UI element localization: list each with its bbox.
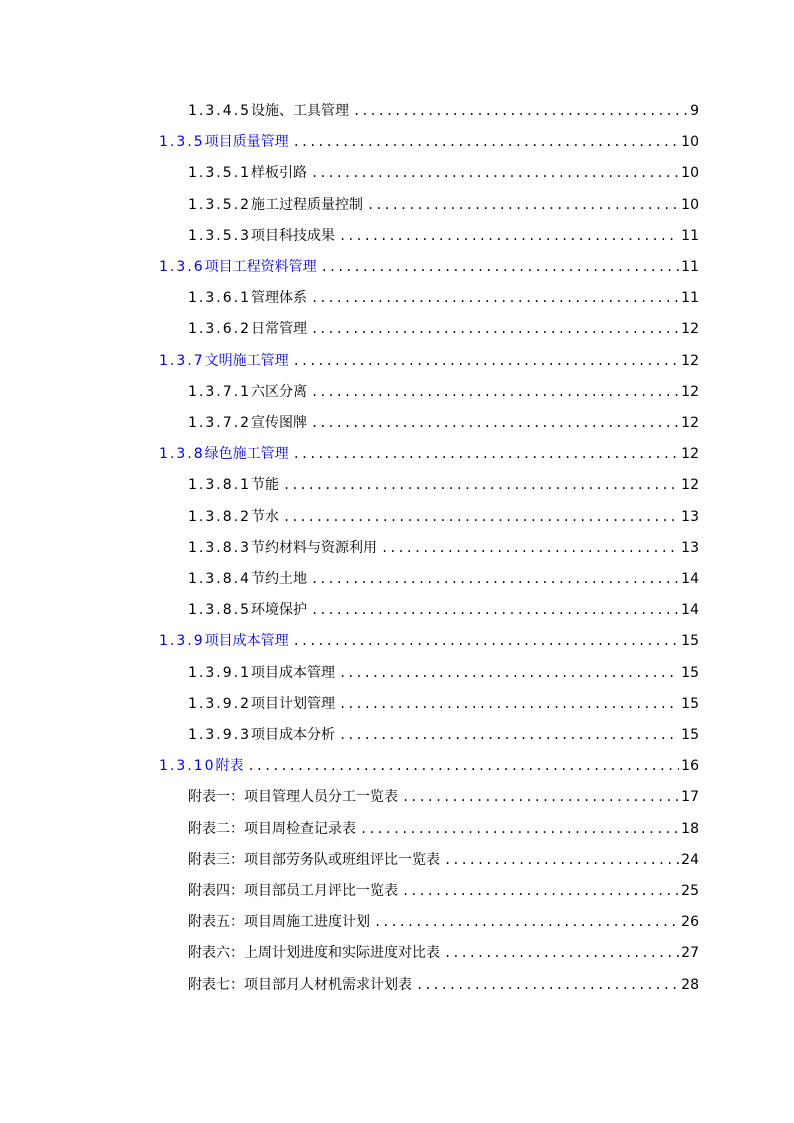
toc-page-number: 15	[681, 633, 699, 650]
toc-dot-leader	[360, 819, 679, 839]
toc-entry-title: 项目质量管理	[204, 134, 289, 151]
toc-entry-number: 1.3.9.2	[188, 695, 251, 712]
toc-entry-title: 项目成本管理	[250, 664, 335, 681]
toc-subsection-link[interactable]	[188, 475, 699, 495]
toc-dot-leader	[311, 163, 679, 183]
toc-entry-number: 1.3.9	[159, 633, 205, 650]
toc-dot-leader	[311, 319, 679, 339]
toc-entry-number: 1.3.6	[159, 259, 205, 275]
toc-entry-title: 绿色施工管理	[204, 446, 289, 463]
toc-entry-title: 设施、工具管理	[250, 103, 349, 119]
toc-dot-leader	[311, 600, 679, 620]
toc-page-number: 10	[681, 134, 699, 151]
toc-entry-title: 环境保护	[250, 602, 307, 619]
toc-dot-leader	[283, 507, 679, 527]
toc-dot-leader	[311, 413, 679, 433]
toc-page-number: 15	[681, 695, 699, 712]
toc-entry-title: 节约土地	[250, 571, 307, 587]
toc-section-link[interactable]	[159, 351, 699, 371]
toc-page-number: 28	[681, 976, 699, 993]
toc-entry-number: 1.3.6.1	[188, 290, 251, 307]
toc-dot-leader	[381, 538, 679, 558]
toc-dot-leader	[339, 725, 679, 745]
toc-entry-title: 附表七：项目部月人材机需求计划表	[188, 976, 412, 993]
toc-page-number: 18	[681, 820, 699, 837]
toc-entry-title: 样板引路	[250, 165, 307, 182]
toc-dot-leader	[293, 351, 680, 371]
toc-subsection-link[interactable]	[188, 226, 699, 246]
toc-section-link[interactable]	[159, 257, 699, 277]
toc-section-link[interactable]	[159, 756, 699, 776]
toc-page-number: 27	[681, 945, 699, 962]
toc-page-number: 13	[681, 508, 699, 525]
toc-page-number: 11	[681, 259, 699, 275]
toc-dot-leader	[444, 943, 679, 963]
toc-entry-number: 1.3.5	[159, 134, 205, 151]
toc-entry-number: 1.3.4.5	[188, 103, 251, 119]
toc-subsection-link[interactable]	[188, 819, 699, 839]
toc-subsection-link[interactable]	[188, 943, 699, 963]
toc-page-number: 17	[681, 789, 699, 806]
toc-entry-title: 附表六：上周计划进度和实际进度对比表	[188, 945, 440, 962]
toc-page-number: 10	[681, 196, 699, 213]
toc-entry-title: 附表	[215, 758, 244, 775]
toc-entry-title: 节能	[250, 477, 279, 494]
toc-entry-title: 项目成本分析	[250, 727, 335, 743]
toc-entry-title: 附表二：项目周检查记录表	[188, 820, 356, 837]
toc-subsection-link[interactable]	[188, 538, 699, 558]
toc-page-number: 11	[681, 227, 699, 244]
toc-dot-leader	[339, 226, 679, 246]
toc-dot-leader	[311, 288, 679, 308]
toc-dot-leader	[444, 850, 679, 870]
toc-page-number: 12	[681, 383, 699, 400]
toc-entry-title: 节水	[250, 508, 279, 525]
toc-subsection-link[interactable]	[188, 725, 699, 745]
toc-section-link[interactable]	[159, 444, 699, 464]
toc-dot-leader	[339, 694, 679, 714]
toc-dot-leader	[321, 257, 680, 277]
toc-entry-number: 1.3.5.1	[188, 165, 251, 182]
toc-page-number: 24	[681, 851, 699, 868]
toc-subsection-link[interactable]	[188, 195, 699, 215]
toc-section-link[interactable]	[159, 631, 699, 651]
toc-dot-leader	[402, 881, 679, 901]
toc-entry-number: 1.3.8.1	[188, 477, 251, 494]
toc-page-number: 11	[681, 290, 699, 307]
toc-dot-leader	[283, 475, 679, 495]
toc-dot-leader	[293, 132, 680, 152]
toc-entry-number: 1.3.8.5	[188, 602, 251, 619]
toc-page-number: 12	[681, 415, 699, 431]
toc-dot-leader	[339, 663, 679, 683]
toc-entry-number: 1.3.8	[159, 446, 205, 463]
toc-page-number: 14	[681, 571, 699, 587]
toc-subsection-link[interactable]	[188, 912, 699, 932]
toc-entry-number: 1.3.5.2	[188, 196, 251, 213]
toc-dot-leader	[416, 975, 679, 995]
toc-dot-leader	[293, 631, 680, 651]
toc-entry-title: 项目科技成果	[250, 227, 335, 244]
toc-subsection-link[interactable]	[188, 663, 699, 683]
toc-entry-title: 节约材料与资源利用	[250, 539, 377, 556]
toc-subsection-link[interactable]	[188, 413, 699, 433]
toc-page-number: 12	[681, 321, 699, 338]
toc-entry-title: 日常管理	[250, 321, 307, 338]
toc-dot-leader	[374, 912, 679, 932]
toc-entry-title: 附表一：项目管理人员分工一览表	[188, 789, 398, 806]
toc-subsection-link[interactable]	[188, 382, 699, 402]
toc-entry-number: 1.3.6.2	[188, 321, 251, 338]
toc-entry-number: 1.3.8.3	[188, 539, 251, 556]
toc-page-number: 25	[681, 883, 699, 899]
toc-entry-number: 1.3.9.3	[188, 727, 251, 743]
toc-subsection-link[interactable]	[188, 787, 699, 807]
toc-subsection-link[interactable]	[188, 600, 699, 620]
toc-page-number: 15	[681, 727, 699, 743]
toc-dot-leader	[353, 101, 688, 121]
toc-page-number: 26	[681, 914, 699, 931]
toc-dot-leader	[311, 569, 679, 589]
toc-page-number: 15	[681, 664, 699, 681]
toc-entry-title: 管理体系	[250, 290, 307, 307]
toc-entry-title: 施工过程质量控制	[250, 196, 363, 213]
toc-subsection-link[interactable]	[188, 850, 699, 870]
toc-entry-number: 1.3.5.3	[188, 227, 251, 244]
toc-entry-title: 附表五：项目周施工进度计划	[188, 914, 370, 931]
toc-subsection-link[interactable]	[188, 569, 699, 589]
toc-entry-title: 附表三：项目部劳务队或班组评比一览表	[188, 851, 440, 868]
toc-page-number: 16	[681, 758, 699, 775]
toc-page-number: 9	[690, 103, 699, 119]
toc-dot-leader	[293, 444, 680, 464]
toc-dot-leader	[311, 382, 679, 402]
toc-entry-title: 宣传图牌	[250, 415, 307, 431]
toc-page-number: 12	[681, 446, 699, 463]
toc-entry-title: 项目工程资料管理	[204, 259, 317, 275]
toc-subsection-link[interactable]	[188, 319, 699, 339]
toc-entry-number: 1.3.8.2	[188, 508, 251, 525]
toc-entry-title: 六区分离	[250, 383, 307, 400]
toc-entry-number: 1.3.9.1	[188, 664, 251, 681]
toc-subsection-link[interactable]	[188, 507, 699, 527]
toc-page-number: 13	[681, 539, 699, 556]
toc-dot-leader	[402, 787, 679, 807]
toc-entry-number: 1.3.7.2	[188, 415, 251, 431]
toc-subsection-link[interactable]	[188, 163, 699, 183]
toc-section-link[interactable]	[159, 132, 699, 152]
toc-subsection-link[interactable]	[188, 975, 699, 995]
toc-dot-leader	[248, 756, 680, 776]
toc-page-number: 12	[681, 352, 699, 369]
toc-subsection-link[interactable]	[188, 101, 699, 121]
toc-entry-number: 1.3.8.4	[188, 571, 251, 587]
toc-page-number: 12	[681, 477, 699, 494]
toc-entry-number: 1.3.10	[159, 758, 216, 775]
toc-entry-number: 1.3.7.1	[188, 383, 251, 400]
toc-entry-title: 文明施工管理	[204, 352, 289, 369]
toc-entry-number: 1.3.7	[159, 352, 205, 369]
toc-entry-title: 项目计划管理	[250, 695, 335, 712]
toc-page-number: 14	[681, 602, 699, 619]
toc-entry-title: 附表四：项目部员工月评比一览表	[188, 883, 398, 899]
toc-subsection-link[interactable]	[188, 694, 699, 714]
toc-dot-leader	[367, 195, 679, 215]
toc-subsection-link[interactable]	[188, 288, 699, 308]
toc-entry-title: 项目成本管理	[204, 633, 289, 650]
toc-subsection-link[interactable]	[188, 881, 699, 901]
toc-page-number: 10	[681, 165, 699, 182]
